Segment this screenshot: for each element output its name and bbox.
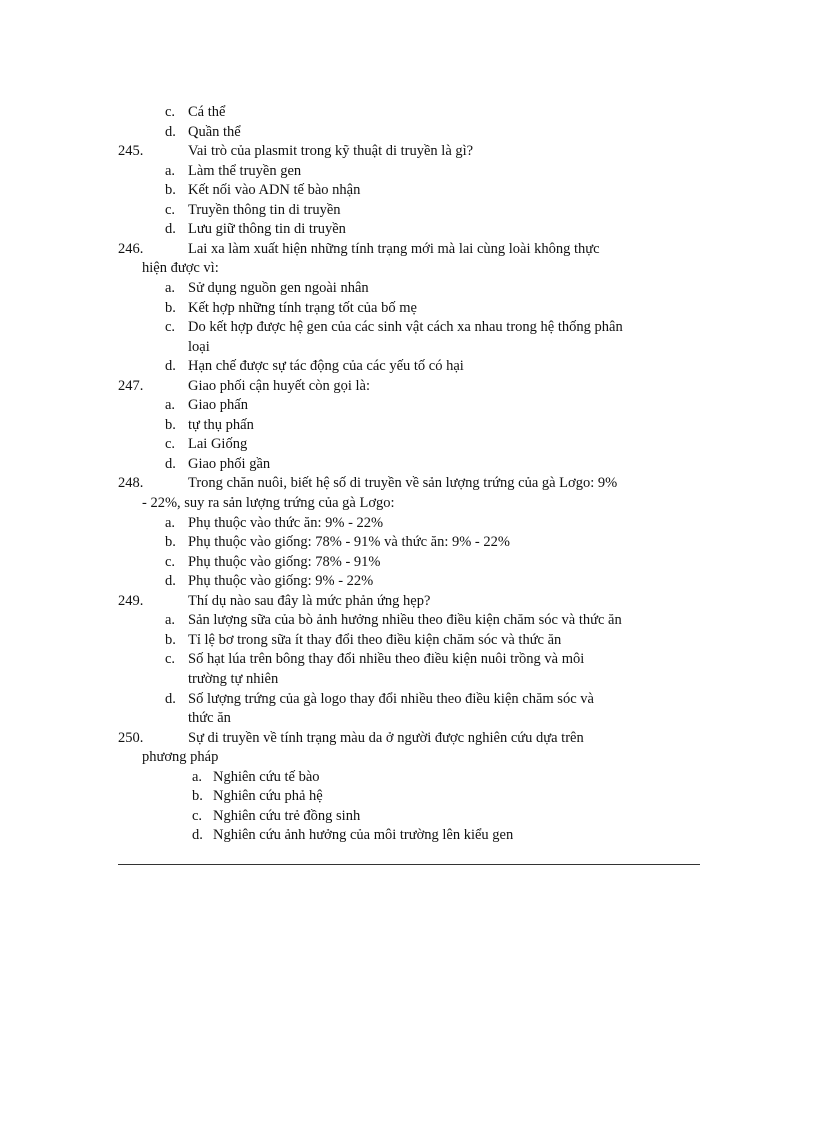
option-text: Phụ thuộc vào giống: 78% - 91% xyxy=(188,553,381,570)
option-letter: a. xyxy=(165,514,176,531)
option-text: Hạn chế được sự tác động của các yếu tố có hại xyxy=(188,358,464,375)
option-letter: d. xyxy=(192,827,203,844)
question-number: 247. xyxy=(118,377,144,394)
option-text: loại xyxy=(188,338,210,355)
option-letter: d. xyxy=(165,573,176,590)
option-letter: a. xyxy=(165,612,176,629)
option-text: trường tự nhiên xyxy=(188,670,279,687)
option-text: Do kết hợp được hệ gen của các sinh vật cách xa nhau trong hệ thống phân xyxy=(188,319,623,336)
option-letter: b. xyxy=(165,534,176,551)
option-letter: d. xyxy=(165,455,176,472)
option-text: tự thụ phấn xyxy=(188,416,254,433)
option-text: Lưu giữ thông tin di truyền xyxy=(188,221,346,238)
option-text: Lai Giống xyxy=(188,436,248,453)
option-text: Giao phấn xyxy=(188,397,248,414)
option-letter: c. xyxy=(165,201,176,218)
option-text: Phụ thuộc vào giống: 9% - 22% xyxy=(188,573,374,590)
option-letter: d. xyxy=(165,221,176,238)
option-text: Tỉ lệ bơ trong sữa ít thay đổi theo điều kiện chăm sóc và thức ăn xyxy=(188,631,562,648)
option-letter: a. xyxy=(165,397,176,414)
option-letter: d. xyxy=(165,690,176,707)
option-text: Giao phối gần xyxy=(188,455,271,472)
option-text: Truyền thông tin di truyền xyxy=(188,201,341,218)
question-text: Vai trò của plasmit trong kỹ thuật di truyền là gì? xyxy=(188,143,474,160)
section-divider xyxy=(118,864,700,865)
option-text: Cá thể xyxy=(188,104,226,120)
question-number: 246. xyxy=(118,240,144,257)
option-text: Số lượng trứng của gà logo thay đổi nhiều theo điều kiện chăm sóc và xyxy=(188,690,594,707)
question-number: 245. xyxy=(118,143,144,160)
option-text: Nghiên cứu trẻ đồng sinh xyxy=(213,807,361,824)
option-letter: a. xyxy=(165,279,176,296)
option-letter: b. xyxy=(192,788,203,805)
option-letter: d. xyxy=(165,123,176,140)
question-text: Trong chăn nuôi, biết hệ số di truyền về sản lượng trứng của gà Lơgo: 9% xyxy=(188,475,618,492)
option-letter: d. xyxy=(165,358,176,375)
option-letter: c. xyxy=(165,319,176,336)
option-text: Số hạt lúa trên bông thay đổi nhiều theo điều kiện nuôi trồng và môi xyxy=(188,651,585,668)
option-letter: c. xyxy=(192,807,203,824)
option-text: Làm thể truyền gen xyxy=(188,162,302,179)
question-text: Thí dụ nào sau đây là mức phản ứng hẹp? xyxy=(188,592,431,609)
question-text: Lai xa làm xuất hiện những tính trạng mới mà lai cùng loài không thực xyxy=(188,240,600,257)
question-number: 250. xyxy=(118,729,144,746)
option-letter: a. xyxy=(192,768,203,785)
question-text: hiện được vì: xyxy=(142,260,219,277)
question-text: phương pháp xyxy=(142,749,219,766)
option-letter: c. xyxy=(165,651,176,668)
question-text: Giao phối cận huyết còn gọi là: xyxy=(188,377,371,394)
question-text: Sự di truyền về tính trạng màu da ở người được nghiên cứu dựa trên xyxy=(188,729,584,746)
option-text: Sử dụng nguồn gen ngoài nhân xyxy=(188,279,369,296)
question-text: - 22%, suy ra sản lượng trứng của gà Lơgo: xyxy=(142,495,395,511)
option-text: Phụ thuộc vào giống: 78% - 91% và thức ăn: 9% - 22% xyxy=(188,534,510,551)
option-letter: a. xyxy=(165,162,176,179)
option-text: Kết hợp những tính trạng tốt của bố mẹ xyxy=(188,299,417,316)
option-text: Nghiên cứu phả hệ xyxy=(213,788,323,805)
option-text: thức ăn xyxy=(188,710,231,727)
option-letter: b. xyxy=(165,299,176,316)
option-text: Nghiên cứu ảnh hưởng của môi trường lên kiểu gen xyxy=(213,827,514,844)
option-text: Kết nối vào ADN tế bào nhận xyxy=(188,182,361,199)
option-text: Sản lượng sữa của bò ảnh hưởng nhiều theo điều kiện chăm sóc và thức ăn xyxy=(188,612,622,629)
option-letter: c. xyxy=(165,104,176,120)
option-letter: c. xyxy=(165,553,176,570)
option-letter: b. xyxy=(165,182,176,199)
option-letter: b. xyxy=(165,631,176,648)
option-text: Phụ thuộc vào thức ăn: 9% - 22% xyxy=(188,514,384,531)
option-text: Nghiên cứu tế bào xyxy=(213,768,320,785)
question-number: 248. xyxy=(118,475,144,492)
option-letter: b. xyxy=(165,416,176,433)
question-number: 249. xyxy=(118,592,144,609)
option-text: Quần thể xyxy=(188,123,241,140)
option-letter: c. xyxy=(165,436,176,453)
